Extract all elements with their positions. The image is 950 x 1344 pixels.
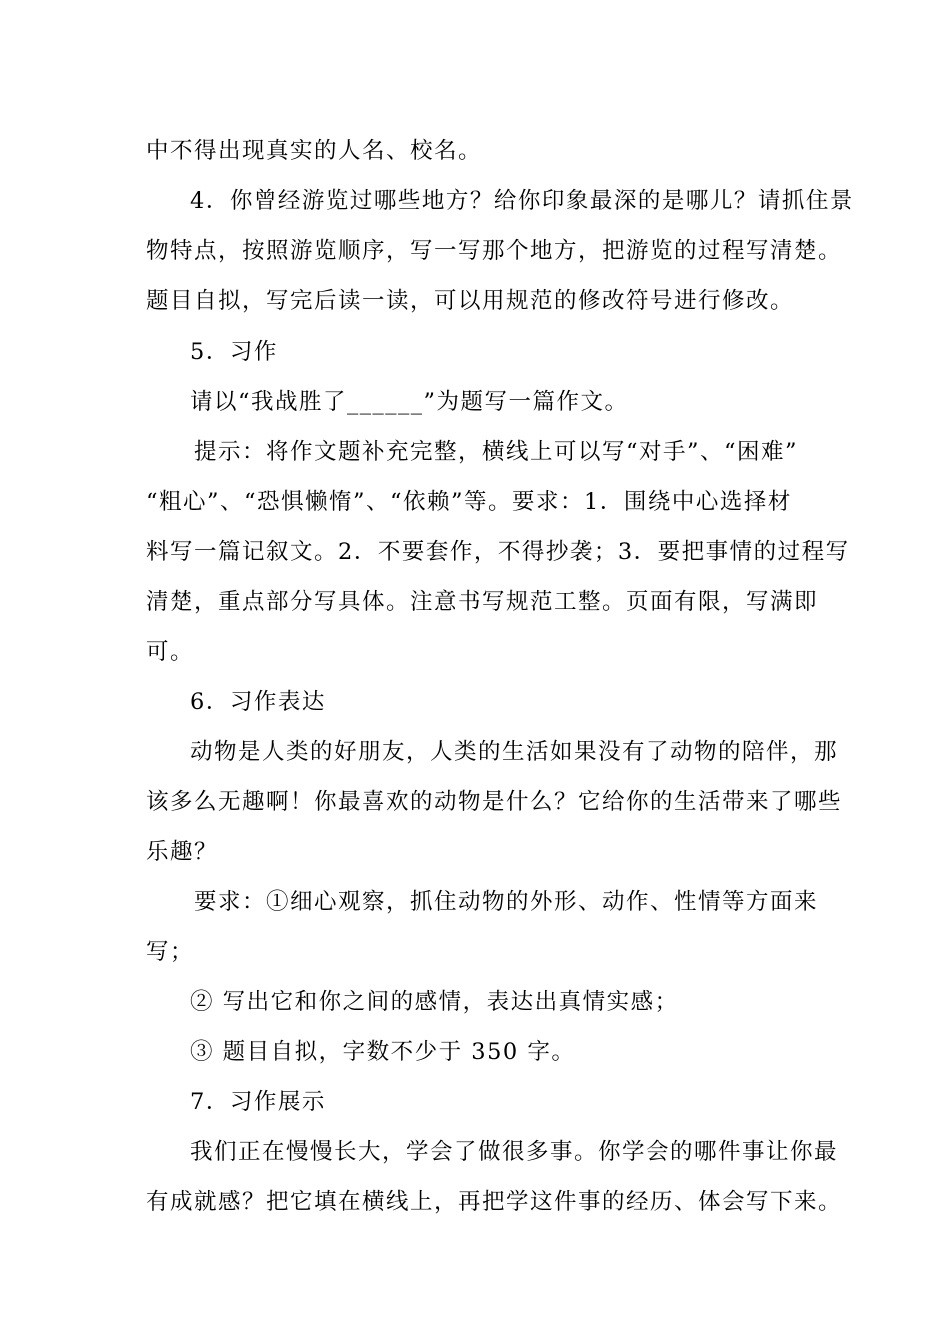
question-6-line-1: 动物是人类的好朋友，人类的生活如果没有了动物的陪伴，那: [190, 739, 839, 765]
question-4-line-1: 4．你曾经游览过哪些地方？给你印象最深的是哪儿？请抓住景: [190, 188, 854, 214]
question-5-hint-line-2: “粗心”、“恐惧懒惰”、“依赖”等。要求：1．围绕中心选择材: [146, 489, 792, 515]
question-4-line-3: 题目自拟，写完后读一读，可以用规范的修改符号进行修改。: [146, 288, 795, 314]
question-5-hint-line-1: 提示：将作文题补充完整，横线上可以写“对手”、“困难”: [194, 439, 799, 465]
section-5-heading: 5．习作: [190, 339, 278, 365]
question-7-line-1: 我们正在慢慢长大，学会了做很多事。你学会的哪件事让你最: [190, 1139, 839, 1165]
text-line: 中不得出现真实的人名、校名。: [146, 138, 483, 164]
question-5-hint-line-4: 清楚，重点部分写具体。注意书写规范工整。页面有限，写满即: [146, 589, 819, 615]
question-6-line-3: 乐趣？: [146, 839, 219, 865]
question-6-requirement-2: ② 写出它和你之间的感情，表达出真情实感；: [190, 989, 679, 1015]
question-6-requirement-line-2: 写；: [146, 939, 195, 965]
question-7-line-2: 有成就感？把它填在横线上，再把学这件事的经历、体会写下来。: [146, 1189, 843, 1215]
question-4-line-2: 物特点，按照游览顺序，写一写那个地方，把游览的过程写清楚。: [146, 238, 843, 264]
section-6-heading: 6．习作表达: [190, 689, 326, 715]
question-6-requirement-3: ③ 题目自拟，字数不少于 350 字。: [190, 1039, 576, 1065]
question-6-requirement-line-1: 要求：①细心观察，抓住动物的外形、动作、性情等方面来: [194, 889, 819, 915]
section-7-heading: 7．习作展示: [190, 1089, 326, 1115]
question-5-hint-line-5: 可。: [146, 639, 195, 665]
question-6-line-2: 该多么无趣啊！你最喜欢的动物是什么？它给你的生活带来了哪些: [146, 789, 843, 815]
question-5-prompt: 请以“我战胜了______”为题写一篇作文。: [190, 389, 629, 415]
question-5-hint-line-3: 料写一篇记叙文。2．不要套作，不得抄袭；3．要把事情的过程写: [146, 539, 850, 565]
